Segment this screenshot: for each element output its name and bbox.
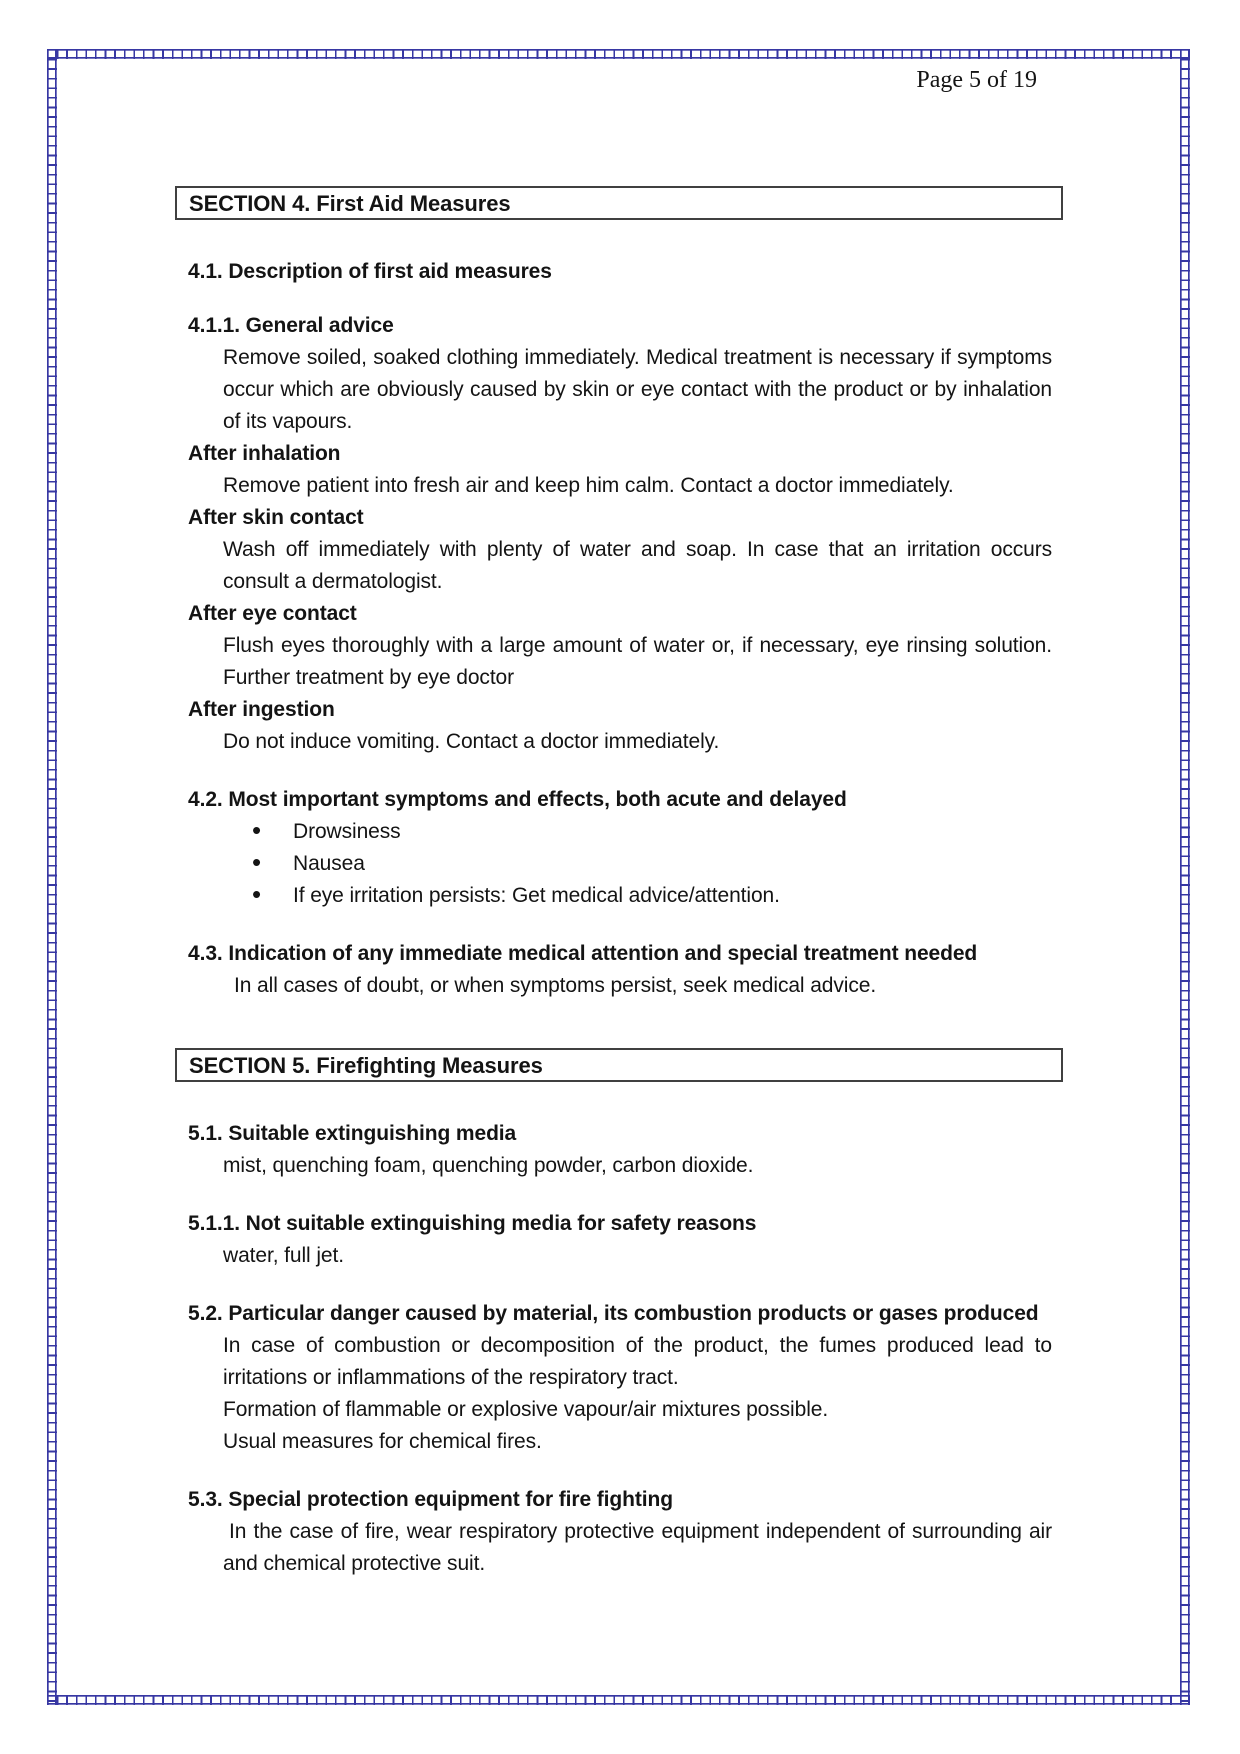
paragraph-flammable-mixtures: Formation of flammable or explosive vapour/air mixtures possible.	[223, 1398, 829, 1421]
document-content	[188, 186, 1052, 1580]
page-border-top	[47, 49, 1190, 59]
section-5-header-box	[175, 1048, 1063, 1082]
heading-5-1-1: 5.1.1. Not suitable extinguishing media for safety reasons	[188, 1212, 757, 1235]
paragraph-general-advice: Remove soiled, soaked clothing immediately. Medical treatment is necessary if symptoms occur which are obviously caused by skin or eye contact with the product or by inhalation of its vapours.	[223, 346, 1052, 433]
label-after-eye-contact: After eye contact	[188, 602, 357, 625]
bullet-item-drowsiness: • Drowsiness	[188, 816, 1052, 848]
paragraph-extinguishing-media: mist, quenching foam, quenching powder, carbon dioxide.	[223, 1154, 754, 1177]
heading-5-2: 5.2. Particular danger caused by material, its combustion products or gases produced	[188, 1302, 1039, 1325]
heading-4-1-1: 4.1.1. General advice	[188, 314, 394, 337]
heading-4-1: 4.1. Description of first aid measures	[188, 260, 552, 283]
label-after-ingestion: After ingestion	[188, 698, 335, 721]
page-border-left	[47, 49, 57, 1705]
heading-4-3: 4.3. Indication of any immediate medical attention and special treatment needed	[188, 942, 978, 965]
page-number: Page 5 of 19	[916, 67, 1037, 93]
heading-4-2: 4.2. Most important symptoms and effects, both acute and delayed	[188, 788, 847, 811]
paragraph-not-suitable-media: water, full jet.	[223, 1244, 344, 1267]
section-4-title: SECTION 4. First Aid Measures	[189, 190, 511, 216]
page-border-bottom	[47, 1695, 1190, 1705]
symptom-bullet-list	[188, 816, 1052, 912]
page-border-right	[1180, 49, 1190, 1705]
bullet-item-eye-irritation: • If eye irritation persists: Get medical advice/attention.	[188, 880, 1052, 912]
paragraph-after-eye-contact: Flush eyes thoroughly with a large amount of water or, if necessary, eye rinsing solution. Further treatment by eye doctor	[223, 634, 1052, 689]
paragraph-after-ingestion: Do not induce vomiting. Contact a doctor immediately.	[223, 730, 720, 753]
paragraph-medical-attention: In all cases of doubt, or when symptoms persist, seek medical advice.	[234, 974, 877, 997]
paragraph-after-skin-contact: Wash off immediately with plenty of water and soap. In case that an irritation occurs consult a dermatologist.	[223, 538, 1052, 593]
bullet-item-nausea: • Nausea	[188, 848, 1052, 880]
label-after-skin-contact: After skin contact	[188, 506, 364, 529]
paragraph-combustion-fumes: In case of combustion or decomposition of the product, the fumes produced lead to irritations or inflammations of the respiratory tract.	[223, 1334, 1052, 1389]
heading-5-3: 5.3. Special protection equipment for fire fighting	[188, 1488, 673, 1511]
paragraph-usual-measures: Usual measures for chemical fires.	[223, 1430, 542, 1453]
heading-5-1: 5.1. Suitable extinguishing media	[188, 1122, 517, 1145]
label-after-inhalation: After inhalation	[188, 442, 341, 465]
paragraph-fire-protection-equipment: In the case of fire, wear respiratory protective equipment independent of surrounding air and chemical protective suit.	[223, 1520, 1052, 1575]
section-4-header-box	[175, 186, 1063, 220]
section-5-title: SECTION 5. Firefighting Measures	[189, 1052, 543, 1078]
paragraph-after-inhalation: Remove patient into fresh air and keep him calm. Contact a doctor immediately.	[223, 474, 954, 497]
